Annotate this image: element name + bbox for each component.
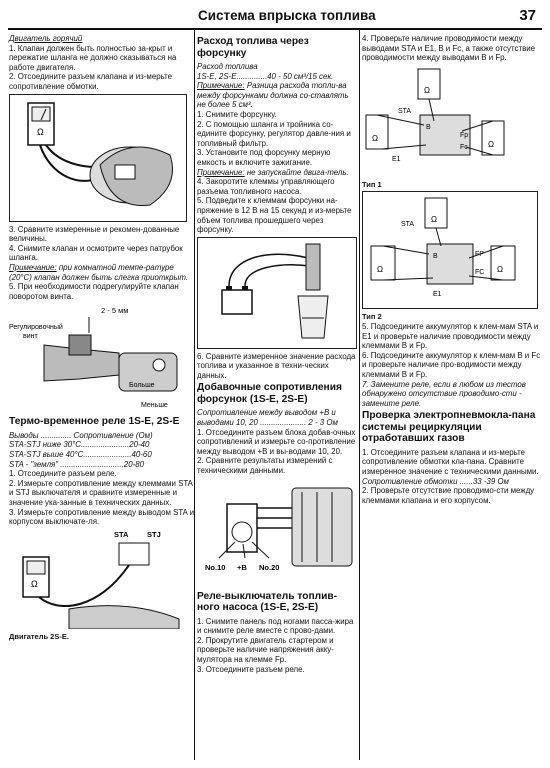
svg-text:Ω: Ω: [431, 215, 437, 225]
figure-adjust-screw: [9, 303, 187, 413]
section-thermo-relay-title: Термо-временное реле 1S-E, 2S-E: [9, 416, 180, 428]
no10-label: No.10: [205, 562, 226, 572]
svg-text:Ω: Ω: [488, 139, 494, 149]
relay-check-step-6: 6. Подсоедините аккумулятор к клем-мам В и Fc и проверьте наличие про-водимости между клеммами В и Fp.: [362, 350, 541, 379]
section-pump-relay-title: Реле-выключатель топлив-ного насоса (1S-E, 2S-E): [197, 590, 337, 614]
relay-step-1: 1. Отсоедините разъем реле.: [9, 469, 117, 479]
flow-spec: 1S-E, 2S-E..............40 - 50 см³/15 сек.: [197, 71, 334, 81]
step-3: 3. Сравните измеренные и рекомен-дованные величины.: [9, 224, 180, 244]
type-1-drawing: [362, 65, 538, 177]
svg-text:Ω: Ω: [497, 265, 503, 275]
resistor-block-drawing: [197, 478, 357, 588]
t1-sta: STA: [398, 107, 412, 115]
flow-step-5: 5. Подведите к клеммам форсунки на-пряжение в 12 В на 15 секунд и из-мерьте объем топлива прошедшего через форсунку.: [197, 196, 352, 235]
page-title: Система впрыска топлива: [198, 8, 376, 23]
injector-test-drawing: [198, 238, 356, 348]
relay-check-step-4: 4. Проверьте наличие проводимости между выводами STA и E1, В и Fc, а также отсутствие проводимости между выводами В и Fp.: [362, 34, 536, 63]
t2-b: B: [433, 253, 438, 261]
pump-step-2: 2. Прокрутите двигатель стартером и проверьте наличие напряжения акку-мулятора на клемме Fp.: [197, 635, 334, 664]
sta-label: STA: [114, 529, 129, 539]
step-4: 4. Снимите клапан и осмотрите через патрубок шланга.: [9, 243, 183, 263]
resistor-step-2: 2. Сравните результаты измерений с техническими данными.: [197, 456, 333, 476]
flow-step-6: 6. Сравните измеренное значение расхода топлива и указанное в техни-ческих данных.: [197, 351, 356, 380]
t1-fc: Fc: [460, 143, 468, 151]
table-header: Выводы .............. Сопротивление (Ом): [9, 430, 153, 440]
resistor-step-1: 1. Отсоедините разъем блока добав-очных сопротивлений и измерьте со-противление между выводом +В и вы-водами 10, 20.: [197, 427, 356, 456]
figure-injector-test: [197, 237, 357, 349]
egr-step-1: 1. Отсоедините разъем клапана и из-мерьте сопротивление обмотки кла-пана. Сравните измеренное значение с техническими данными.: [362, 447, 539, 476]
flow-note-label: Примечание:: [197, 81, 245, 91]
column-1: [9, 34, 194, 641]
no20-label: No.20: [259, 562, 280, 572]
pump-step-3: 3. Отсоедините разъем реле.: [197, 664, 305, 674]
column-3: [362, 34, 542, 505]
table-row-1: STA-STJ ниже 30°C......................20-40: [9, 440, 150, 450]
stj-label: STJ: [147, 529, 161, 539]
adjust-screw-drawing: [9, 303, 187, 413]
step-2: 2. Отсоедините разъем клапана и из-мерьте сопротивление обмотки.: [9, 72, 173, 91]
t2-fp: FP: [475, 251, 484, 259]
figure-thermo-relay: [9, 529, 187, 629]
svg-text:Ω: Ω: [372, 133, 378, 143]
page-number: 37: [519, 7, 536, 24]
figure-type-1: [362, 65, 538, 177]
figure-resistor-block: [197, 478, 357, 588]
flow-step-4: 4. Закоротите клеммы управляющего разъема топливного насоса.: [197, 177, 335, 196]
less-label: Меньше: [141, 402, 168, 410]
egr-step-2: 2. Проверьте отсутствие проводимо-сти между клеммами клапана и его корпусом.: [362, 486, 535, 505]
svg-text:Ω: Ω: [37, 126, 44, 137]
step-1: 1. Клапан должен быть полностью за-крыт и пережатие шланга не должно сказываться на работе двигателя.: [9, 43, 177, 72]
more-label: Больше: [129, 382, 155, 390]
type-1-caption: Тип 1: [362, 179, 382, 189]
step-5: 5. При необходимости подрегулируйте клапан поворотом винта.: [9, 282, 179, 301]
section-egr-title: Проверка электропневмокла-пана системы рециркуляции отработавших газов: [362, 410, 536, 445]
relay-step-2: 2. Измерьте сопротивление между клеммами STA и STJ выключателя и сравните измеренные и значение ука-занные в технических данных.: [9, 478, 193, 507]
figure-caption-2s-e: Двигатель 2S-E.: [9, 631, 69, 641]
t1-fp: Fp: [460, 131, 469, 139]
table-row-3: STA - "земля" .............................20-80: [9, 459, 144, 469]
pump-step-1: 1. Снимите панель под ногами пасса-жира и снимите реле вместе с прово-дами.: [197, 616, 354, 636]
relay-check-step-5: 5. Подсоедините аккумулятор к клем-мам STA и E1 и проверьте наличие проводимости между клеммами В и Fp.: [362, 321, 539, 351]
column-2: [197, 34, 359, 674]
note-text: при комнатной темпе-ратуре (20°C) клапан должен быть слегка приоткрыт.: [9, 262, 189, 282]
dim-label: 2 - 5 мм: [101, 306, 129, 316]
t2-e1: E1: [433, 291, 442, 299]
flow-note: Разница расхода топли-ва между форсунками должна со-ставлять не более 5 см³.: [197, 81, 349, 110]
flow-step-2: 2. С помощью шланга и тройника со-едините форсунку, регулятор давле-ния и топливный фильтр.: [197, 119, 351, 148]
t1-e1: E1: [392, 155, 401, 163]
flow-subtitle: Расход топлива: [197, 62, 258, 71]
flow-note2-label: Примечание:: [197, 167, 245, 177]
plus-b-label: +B: [237, 562, 247, 572]
intro-italic: Двигатель горячий: [9, 34, 83, 43]
page-header: [8, 6, 542, 30]
t1-b: B: [426, 123, 431, 131]
t2-fc: FC: [475, 269, 485, 277]
t2-sta: STA: [401, 221, 415, 229]
relay-step-3: 3. Измерьте сопротивление между выводом STA и корпусом выключате-ля.: [9, 507, 194, 527]
resistor-spec: Сопротивление между выводом +В и выводами 10, 20 ..................... 2 - 3 Ом: [197, 408, 338, 428]
type-2-caption: Тип 2: [362, 312, 382, 322]
section-resistors-title: Добавочные сопротивления форсунок (1S-E, 2S-E): [197, 382, 342, 405]
flow-step-3: 3. Установите под форсунку мерную емкость и включите зажигание.: [197, 148, 331, 167]
svg-text:Ω: Ω: [377, 265, 383, 275]
column-divider-1: [194, 30, 195, 760]
ohmmeter-valve-drawing: [10, 95, 186, 221]
egr-spec: Сопротивление обмотки ......33 -39 Ом: [362, 476, 509, 486]
type-2-drawing: [363, 192, 537, 308]
flow-step-1: 1. Снимите форсунку.: [197, 109, 277, 119]
thermo-relay-drawing: [9, 529, 187, 629]
column-divider-2: [359, 30, 360, 760]
svg-text:винт: винт: [23, 333, 38, 341]
screw-label: Регулировочный: [9, 324, 63, 332]
figure-ohmmeter-valve: [9, 94, 187, 222]
section-injector-flow-title: Расход топлива через форсунку: [197, 36, 309, 59]
note-label: Примечание:: [9, 262, 57, 272]
svg-text:Ω: Ω: [424, 85, 430, 95]
table-row-2: STA-STJ выше 40°C......................40-60: [9, 450, 152, 459]
relay-check-step-7: 7. Замените реле, если в любом из тестов обнаружено отсутствие проводимо-сти - замените реле.: [362, 379, 526, 408]
flow-note2: не запускайте двига-тель.: [244, 167, 349, 177]
svg-text:Ω: Ω: [31, 578, 38, 589]
figure-type-2: [362, 191, 538, 309]
